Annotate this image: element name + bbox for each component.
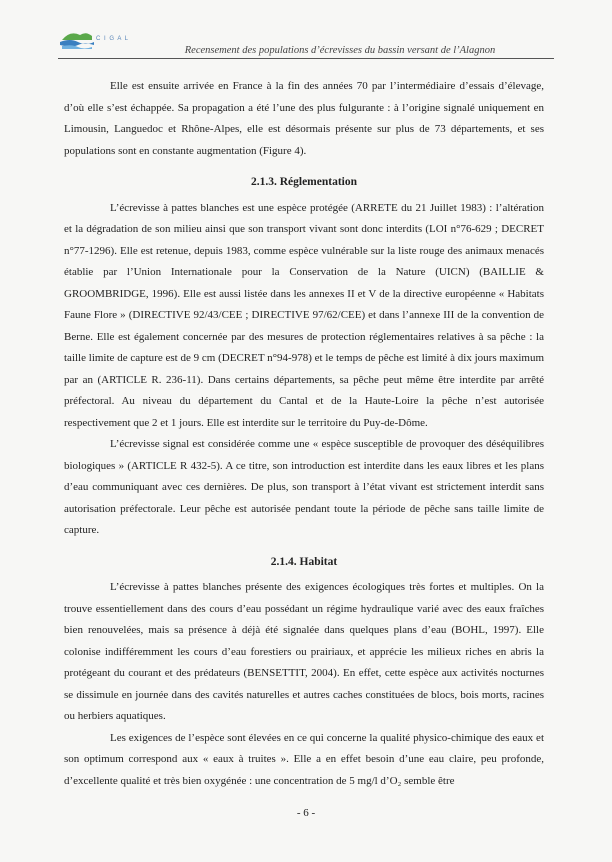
section-heading-habitat: 2.1.4. Habitat	[270, 555, 338, 568]
page-number: - 6 -	[296, 807, 316, 819]
header-divider	[58, 58, 554, 59]
paragraph-habitat-1: L’écrevisse à pattes blanches présente des exigences écologiques très fortes et multiples. On la trouve essentiellement dans des cours d’eau possédant un régime hydraulique varié avec des eaux fraîches bien renouvelées, mais sa présence à déjà été signalée dans quelques plans d’eau (BOHL, 1997). Elle colonise indifféremment les cours d’eau forestiers ou prairiaux, et apprécie les milieux riches en abris la protégeant du courant et des prédateurs (BENSETTIT, 2004). En effet, cette espèce aux activités nocturnes se dissimule en journée dans des cavités naturelles et autres caches constituées de blocs, bois morts, racines ou herbiers aquatiques.	[64, 581, 544, 722]
logo-text: C I G A L	[96, 36, 130, 42]
paragraph-reglementation-1: L’écrevisse à pattes blanches est une espèce protégée (ARRETE du 21 Juillet 1983) : l’altération et la dégradation de son milieu ainsi que son transport vivant sont donc interdits (LOI n°76-629 ; DECRET n°77-1296). Elle est retenue, depuis 1983, comme espèce vulnérable sur la liste rouge des animaux menacés établie par l’Union Internationale pour la Conservation de la Nature (UICN) (BAILLIE & GROOMBRIDGE, 1996). Elle est aussi listée dans les annexes II et V de la directive européenne « Habitats Faune Flore » (DIRECTIVE 92/43/CEE ; DIRECTIVE 97/62/CEE) et dans l’annexe III de la convention de Berne. Elle est également concernée par des mesures de protection réglementaires relatives à sa pêche : la taille limite de capture est de 9 cm (DECRET n°94-978) et le temps de pêche est limité à dix jours maximum par an (ARTICLE R. 236-11). Dans certains départements, sa pêche peut même être interdite par arrêté préfectoral. Au niveau du département du Cantal et de la Haute-Loire la pêche n’est autorisée respectivement que 2 et 1 jours. Elle est interdite sur le territoire du Puy-de-Dôme.	[64, 201, 544, 429]
paragraph-intro: Elle est ensuite arrivée en France à la fin des années 70 par l’intermédiaire d’essais d’élevage, d’où elle s’est échappée. Sa propagation a été l’une des plus fulgurante : à l’origine signalé uniquement en Limousin, Languedoc et Rhône-Alpes, elle est désormais présente sur plus de 73 départements, et ses populations sont en constante augmentation (Figure 4).	[64, 80, 544, 157]
page-header	[0, 0, 612, 62]
header-title: Recensement des populations d’écrevisses du bassin versant de l’Alagnon	[184, 45, 496, 56]
paragraph-reglementation-2: L’écrevisse signal est considérée comme une « espèce susceptible de provoquer des déséquilibres biologiques » (ARTICLE R 432-5). A ce titre, son introduction est interdite dans les eaux libres et les plans d’eau communiquant avec ces dernières. De plus, son transport à l’état vivant est strictement interdit sans autorisation préfectorale. Leur pêche est autorisée pendant toute la période de pêche sans taille limite de capture.	[64, 438, 544, 536]
section-heading-reglementation: 2.1.3. Réglementation	[250, 176, 358, 188]
paragraph-habitat-2: Les exigences de l’espèce sont élevées en ce qui concerne la qualité physico-chimique des eaux et son optimum correspond aux « eaux à truites ». Elle a en effet besoin d’une eau claire, peu profonde, d’excellente qualité et très bien oxygénée : une concentration de 5 mg/l d’O₂ semble être	[64, 731, 544, 787]
document-body	[64, 76, 544, 792]
cigal-logo-icon	[58, 26, 96, 50]
